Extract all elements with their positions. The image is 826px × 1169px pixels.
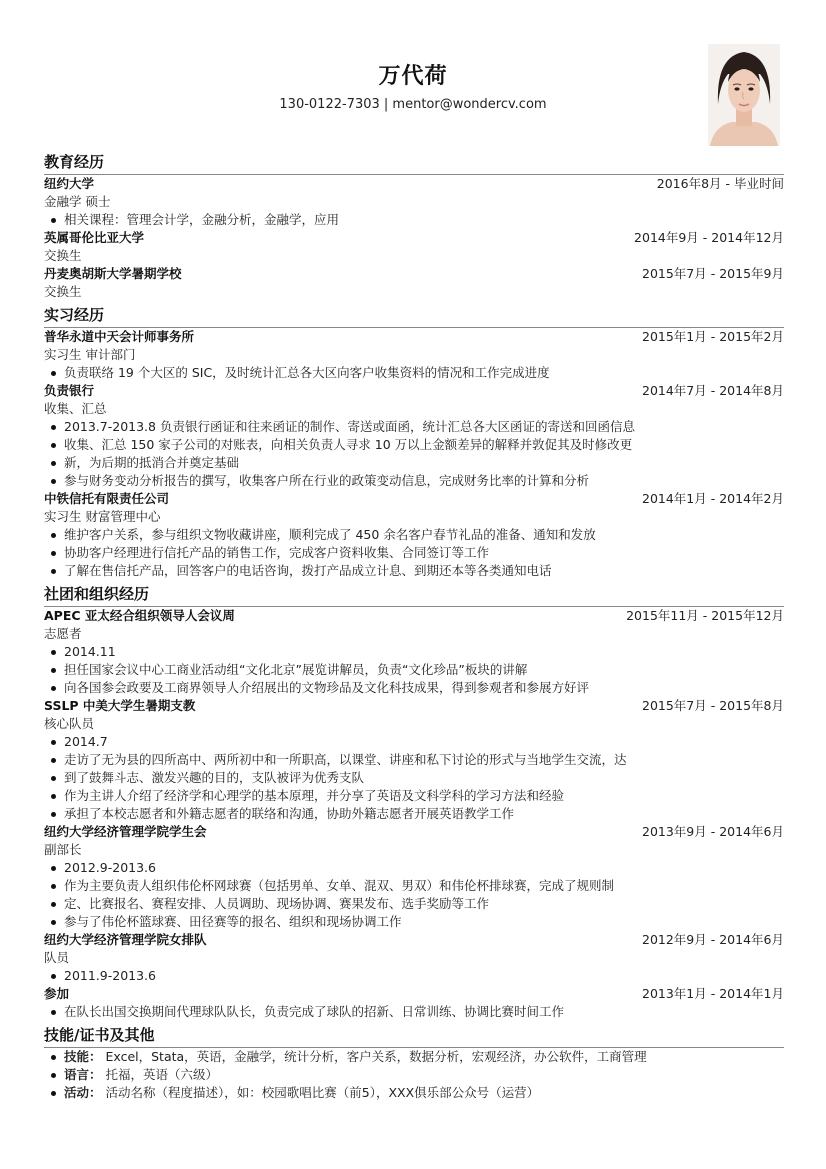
entry-date: 2014年1月 - 2014年2月	[642, 491, 784, 506]
entry-header	[44, 607, 784, 625]
entry-role: 收集、汇总	[44, 401, 107, 416]
bullet-item: 担任国家会议中心工商业活动组“文化北京”展览讲解员，负责“文化珍品”板块的讲解	[44, 661, 784, 679]
org-name: 纽约大学经济管理学院学生会	[44, 824, 207, 839]
entry-date: 2015年7月 - 2015年9月	[642, 266, 784, 281]
entry-role: 实习生 审计部门	[44, 347, 136, 362]
entry-role: 金融学 硕士	[44, 194, 111, 209]
bullet-item: 相关课程：管理会计学，金融分析，金融学，应用	[44, 211, 784, 229]
entry-date: 2015年1月 - 2015年2月	[642, 329, 784, 344]
entry-header	[44, 931, 784, 949]
bullet-item: 收集、汇总 150 家子公司的对账表，向相关负责人寻求 10 万以上金额差异的解释并敦促其及时修改更	[44, 436, 784, 454]
bullet-item: 2011.9-2013.6	[44, 967, 784, 985]
org-name: 英属哥伦比亚大学	[44, 230, 145, 245]
activity-label: 活动：	[64, 1085, 102, 1100]
internship-section	[44, 304, 784, 580]
entry-date: 2016年8月 - 毕业时间	[656, 176, 784, 191]
entry-header	[44, 985, 784, 1003]
contact-info: 130-0122-7303 | mentor@wondercv.com	[279, 97, 547, 112]
candidate-name: 万代荷	[378, 64, 448, 89]
internship-entry	[44, 328, 784, 382]
org-name: SSLP 中美大学生暑期支教	[44, 698, 196, 713]
resume-content	[44, 148, 784, 1102]
resume-header	[0, 62, 826, 114]
bullet-item: 参与财务变动分析报告的撰写，收集客户所在行业的政策变动信息，完成财务比率的计算和分析	[44, 472, 784, 490]
bullet-item: 了解在售信托产品，回答客户的电话咨询，拨打产品成立计息、到期还本等各类通知电话	[44, 562, 784, 580]
entry-role: 副部长	[44, 842, 82, 857]
internship-entry	[44, 382, 784, 490]
activities-section	[44, 583, 784, 1021]
entry-header	[44, 328, 784, 346]
bullet-item: 定、比赛报名、赛程安排、人员调助、现场协调、赛果发布、选手奖励等工作	[44, 895, 784, 913]
entry-role: 队员	[44, 950, 70, 965]
entry-date: 2015年7月 - 2015年8月	[642, 698, 784, 713]
section-title: 技能/证书及其他	[44, 1024, 784, 1048]
entry-header	[44, 823, 784, 841]
bullet-item: 在队长出国交换期间代理球队队长，负责完成了球队的招新、日常训练、协调比赛时间工作	[44, 1003, 784, 1021]
bullet-item: 作为主要负责人组织伟伦杯网球赛（包括男单、女单、混双、男双）和伟伦杯排球赛，完成了规则制	[44, 877, 784, 895]
education-section	[44, 151, 784, 301]
profile-photo-illustration	[708, 44, 780, 146]
entry-role: 实习生 财富管理中心	[44, 509, 161, 524]
entry-role: 志愿者	[44, 626, 82, 641]
org-name: 普华永道中天会计师事务所	[44, 329, 195, 344]
entry-role: 交换生	[44, 248, 82, 263]
skills-text: Excel，Stata，英语，金融学，统计分析，客户关系，数据分析，宏观经济，办公软件，工商管理	[105, 1049, 647, 1064]
language-item	[44, 1066, 784, 1084]
org-name: 参加	[44, 986, 70, 1001]
entry-role: 交换生	[44, 284, 82, 299]
entry-date: 2012年9月 - 2014年6月	[642, 932, 784, 947]
org-name: APEC 亚太经合组织领导人会议周	[44, 608, 235, 623]
org-name: 纽约大学经济管理学院女排队	[44, 932, 207, 947]
entry-date: 2014年9月 - 2014年12月	[634, 230, 784, 245]
education-entry	[44, 175, 784, 229]
section-title: 实习经历	[44, 304, 784, 328]
org-name: 负责银行	[44, 383, 95, 398]
activity-entry	[44, 607, 784, 697]
activity-item	[44, 1084, 784, 1102]
bullet-item: 参与了伟伦杯篮球赛、田径赛等的报名、组织和现场协调工作	[44, 913, 784, 931]
skills-section	[44, 1024, 784, 1102]
activity-entry	[44, 931, 784, 985]
internship-entry	[44, 490, 784, 580]
bullet-item: 2013.7-2013.8 负责银行函证和往来函证的制作、寄送或面函，统计汇总各大区函证的寄送和回函信息	[44, 418, 784, 436]
bullet-item: 2012.9-2013.6	[44, 859, 784, 877]
education-entry	[44, 229, 784, 265]
entry-header	[44, 490, 784, 508]
bullet-item: 负责联络 19 个大区的 SIC，及时统计汇总各大区向客户收集资料的情况和工作完成进度	[44, 364, 784, 382]
entry-header	[44, 229, 784, 247]
bullet-item: 维护客户关系，参与组织文物收藏讲座，顺利完成了 450 余名客户春节礼品的准备、通知和发放	[44, 526, 784, 544]
activity-entry	[44, 985, 784, 1021]
entry-role: 核心队员	[44, 716, 95, 731]
bullet-item: 协助客户经理进行信托产品的销售工作，完成客户资料收集、合同签订等工作	[44, 544, 784, 562]
entry-header	[44, 265, 784, 283]
activity-entry	[44, 697, 784, 823]
bullet-item: 到了鼓舞斗志、激发兴趣的目的，支队被评为优秀支队	[44, 769, 784, 787]
bullet-item: 向各国参会政要及工商界领导人介绍展出的文物珍品及文化科技成果，得到参观者和参展方好评	[44, 679, 784, 697]
bullet-item: 新，为后期的抵消合并奠定基础	[44, 454, 784, 472]
org-name: 丹麦奥胡斯大学暑期学校	[44, 266, 182, 281]
skills-item	[44, 1048, 784, 1066]
entry-header	[44, 697, 784, 715]
profile-photo	[708, 44, 780, 146]
bullet-item: 2014.7	[44, 733, 784, 751]
bullet-item: 作为主讲人介绍了经济学和心理学的基本原理，并分享了英语及文科学科的学习方法和经验	[44, 787, 784, 805]
language-label: 语言：	[64, 1067, 102, 1082]
skills-label: 技能：	[64, 1049, 102, 1064]
education-entry	[44, 265, 784, 301]
entry-date: 2015年11月 - 2015年12月	[626, 608, 784, 623]
entry-date: 2014年7月 - 2014年8月	[642, 383, 784, 398]
bullet-item: 2014.11	[44, 643, 784, 661]
org-name: 纽约大学	[44, 176, 95, 191]
entry-date: 2013年1月 - 2014年1月	[642, 986, 784, 1001]
entry-header	[44, 175, 784, 193]
org-name: 中铁信托有限责任公司	[44, 491, 170, 506]
bullet-item: 承担了本校志愿者和外籍志愿者的联络和沟通，协助外籍志愿者开展英语教学工作	[44, 805, 784, 823]
section-title: 教育经历	[44, 151, 784, 175]
section-title: 社团和组织经历	[44, 583, 784, 607]
entry-header	[44, 382, 784, 400]
activity-entry	[44, 823, 784, 931]
language-text: 托福，英语（六级）	[105, 1067, 219, 1082]
activity-text: 活动名称（程度描述），如：校园歌唱比赛（前5），XXX俱乐部公众号（运营）	[105, 1085, 540, 1100]
entry-date: 2013年9月 - 2014年6月	[642, 824, 784, 839]
bullet-item: 走访了无为县的四所高中、两所初中和一所职高，以课堂、讲座和私下讨论的形式与当地学生交流，达	[44, 751, 784, 769]
